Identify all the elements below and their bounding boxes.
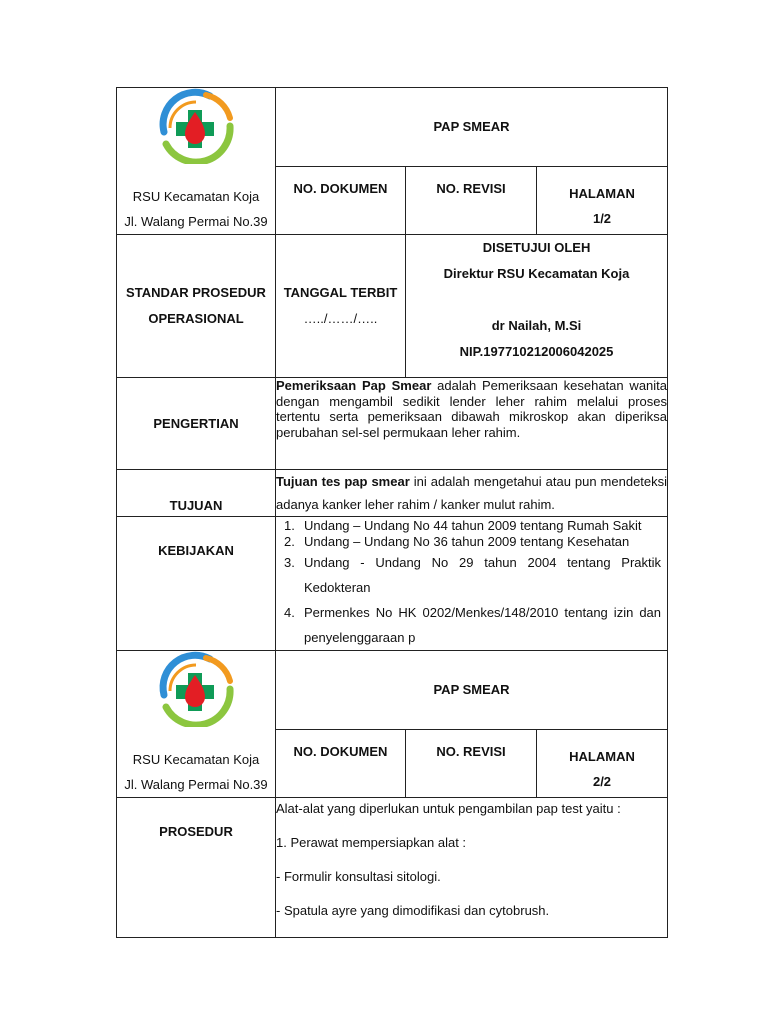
purpose-label: TUJUAN [117,470,276,517]
institution-cell-2 [117,651,276,798]
policy-label: KEBIJAKAN [117,517,276,651]
institution-address: Jl. Walang Permai No.39 [124,214,268,229]
institution-address: Jl. Walang Permai No.39 [124,777,268,792]
definition-cell [276,378,668,470]
procedure-line: - Formulir konsultasi sitologi. [276,869,441,884]
document-title: PAP SMEAR [276,88,668,167]
page-header-label: HALAMAN [569,185,635,201]
procedure-line: 1. Perawat mempersiapkan alat : [276,835,467,850]
sop-table [116,87,668,938]
policy-item: 3. Undang - Undang No 29 tahun 2004 tentang Praktik Kedokteran [284,555,662,595]
document-number-header: NO. DOKUMEN [276,166,406,234]
sop-label-cell [117,235,276,378]
document-title-2: PAP SMEAR [276,651,668,730]
issue-date-label: TANGGAL TERBIT [283,285,398,300]
definition-lead: Pemeriksaan Pap Smear [276,378,432,393]
revision-number-header: NO. REVISI [406,166,537,234]
sop-document [116,87,667,938]
page-header-cell [537,166,668,234]
policy-list [276,518,667,650]
policy-cell [276,517,668,651]
revision-number-header-2: NO. REVISI [406,729,537,797]
document-number-header-2: NO. DOKUMEN [276,729,406,797]
purpose-lead: Tujuan tes pap smear [276,474,410,489]
page-number: 2/2 [592,773,612,789]
definition-label: PENGERTIAN [117,378,276,470]
hospital-logo-icon [156,651,236,727]
policy-item: 2. Undang – Undang No 36 tahun 2009 tentang Kesehatan [284,534,630,549]
institution-cell [117,88,276,235]
policy-item: 4. Permenkes No HK 0202/Menkes/148/2010 tentang izin dan penyelenggaraan p [284,605,662,645]
definition-text: adalah Pemeriksaan kesehatan wanita dengan mengambil sedikit lender leher rahim melalui proses tertentu serta pemeriksaan dibawah mikroskop akan diperiksa perubahan sel-sel permukaan leher rahim. [276,378,668,440]
procedure-cell [276,798,668,938]
approver-name: dr Nailah, M.Si [491,318,582,333]
institution-name: RSU Kecamatan Koja [132,752,260,767]
approval-cell [406,235,668,378]
procedure-label: PROSEDUR [117,798,276,938]
page-number: 1/2 [592,210,612,226]
sop-label-line2: OPERASIONAL [148,311,244,326]
procedure-line: - Spatula ayre yang dimodifikasi dan cytobrush. [276,903,550,918]
hospital-logo-icon [156,88,236,164]
page-header-label: HALAMAN [569,748,635,764]
page-header-cell-2 [537,729,668,797]
approved-by-label: DISETUJUI OLEH [482,240,591,255]
issue-date-value: …../……/….. [303,311,378,326]
sop-label-line1: STANDAR PROSEDUR [126,285,266,300]
policy-item: 1. Undang – Undang No 44 tahun 2009 tentang Rumah Sakit [284,518,642,533]
approver-title: Direktur RSU Kecamatan Koja [443,266,630,281]
issue-date-cell [276,235,406,378]
approver-nip: NIP.197710212006042025 [459,344,614,359]
institution-name: RSU Kecamatan Koja [132,189,260,204]
purpose-cell [276,470,668,517]
purpose-text: ini adalah mengetahui atau pun mendeteksi adanya kanker leher rahim / kanker mulut rahim. [276,474,668,512]
procedure-line: Alat-alat yang diperlukan untuk pengambilan pap test yaitu : [276,801,621,816]
